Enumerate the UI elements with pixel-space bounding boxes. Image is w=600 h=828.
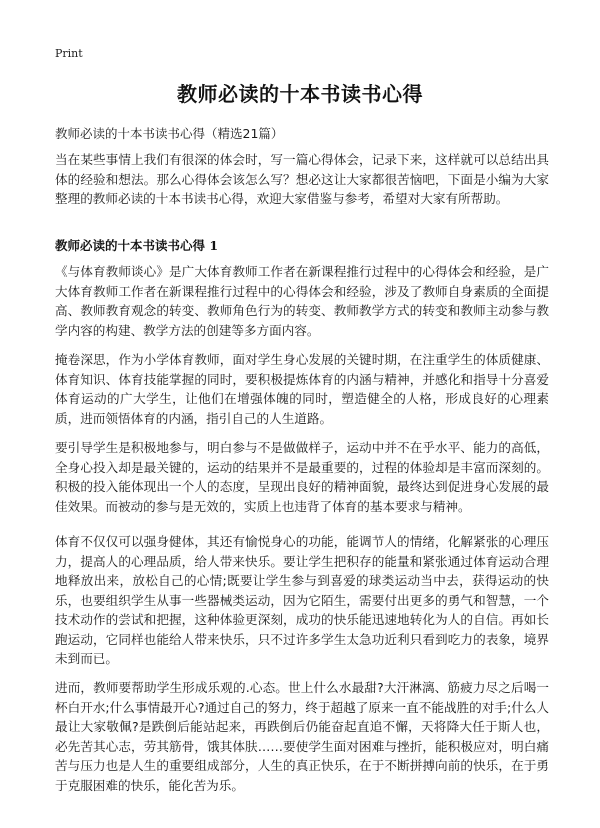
body-paragraph-3: 要引导学生是积极地参与，明白参与不是做做样子，运动中并不在乎水平、能力的高低，全身心投入却是最关键的，运动的结果并不是最重要的，过程的体验却是丰富而深刻的。积极的投入能体现出一个人的态度，呈现出良好的精神面貌，最终达到促进身心发展的最佳效果。而被动的参与是无效的，实质上也违背了体育的基本要求与精神。 xyxy=(55,440,549,514)
print-link[interactable]: Print xyxy=(55,47,83,60)
page-title: 教师必读的十本书读书心得 xyxy=(177,82,423,106)
section-heading: 教师必读的十本书读书心得 1 xyxy=(55,238,219,253)
body-paragraph-5: 进而，教师要帮助学生形成乐观的.心态。世上什么水最甜?大汗淋漓、筋疲力尽之后喝一杯白开水;什么事情最开心?通过自己的努力，终于超越了原来一直不能战胜的对手;什么人最让大家敬佩?是跌倒后能站起来，再跌倒后仍能奋起直追不懈，天将降大任于斯人也，必先苦其心志，劳其筋骨，饿其体肤……要使学生面对困难与挫折，能积极应对，明白痛苦与压力也是人生的重要组成部分，人生的真正快乐，在于不断拼搏向前的快乐，在于勇于克服困难的快乐，能化苦为乐。 xyxy=(55,680,549,793)
body-paragraph-4: 体育不仅仅可以强身健体，其还有愉悦身心的功能，能调节人的情绪，化解紧张的心理压力，提高人的心理品质，给人带来快乐。要让学生把积存的能量和紧张通过体育运动合理地释放出来，放松自己的心情;既要让学生参与到喜爱的球类运动当中去，获得运动的快乐，也要组织学生从事一些器械类运动，因为它陌生，需要付出更多的勇气和智慧，一个技术动作的尝试和把握，这种体验更深刻，成功的快乐能迅速地转化为人的自信。再如长跑运动，它同样也能给人带来快乐，只不过许多学生太急功近利只看到吃力的表象，境界未到而已。 xyxy=(55,534,549,666)
intro-paragraph: 当在某些事情上我们有很深的体会时，写一篇心得体会，记录下来，这样就可以总结出具体的经验和想法。那么心得体会该怎么写？想必这让大家都很苦恼吧，下面是小编为大家整理的教师必读的十本书读书心得，欢迎大家借鉴与参考，希望对大家有所帮助。 xyxy=(55,152,549,206)
body-paragraph-1: 《与体育教师谈心》是广大体育教师工作者在新课程推行过程中的心得体会和经验，是广大体育教师工作者在新课程推行过程中的心得体会和经验，涉及了教师自身素质的全面提高、教师教育观念的转变、教师角色行为的转变、教师教学方式的转变和教师主动参与教学内容的构建、教学方法的创建等多方面内容。 xyxy=(55,264,549,338)
document-subtitle: 教师必读的十本书读书心得（精选21篇） xyxy=(55,126,284,141)
body-paragraph-2: 掩卷深思，作为小学体育教师，面对学生身心发展的关键时期，在注重学生的体质健康、体育知识、体育技能掌握的同时，要积极提炼体育的内涵与精神，并感化和指导十分喜爱体育运动的广大学生，让他们在增强体魄的同时，塑造健全的人格，形成良好的心理素质，进而领悟体育的内涵，指引自己的人生道路。 xyxy=(55,352,549,426)
